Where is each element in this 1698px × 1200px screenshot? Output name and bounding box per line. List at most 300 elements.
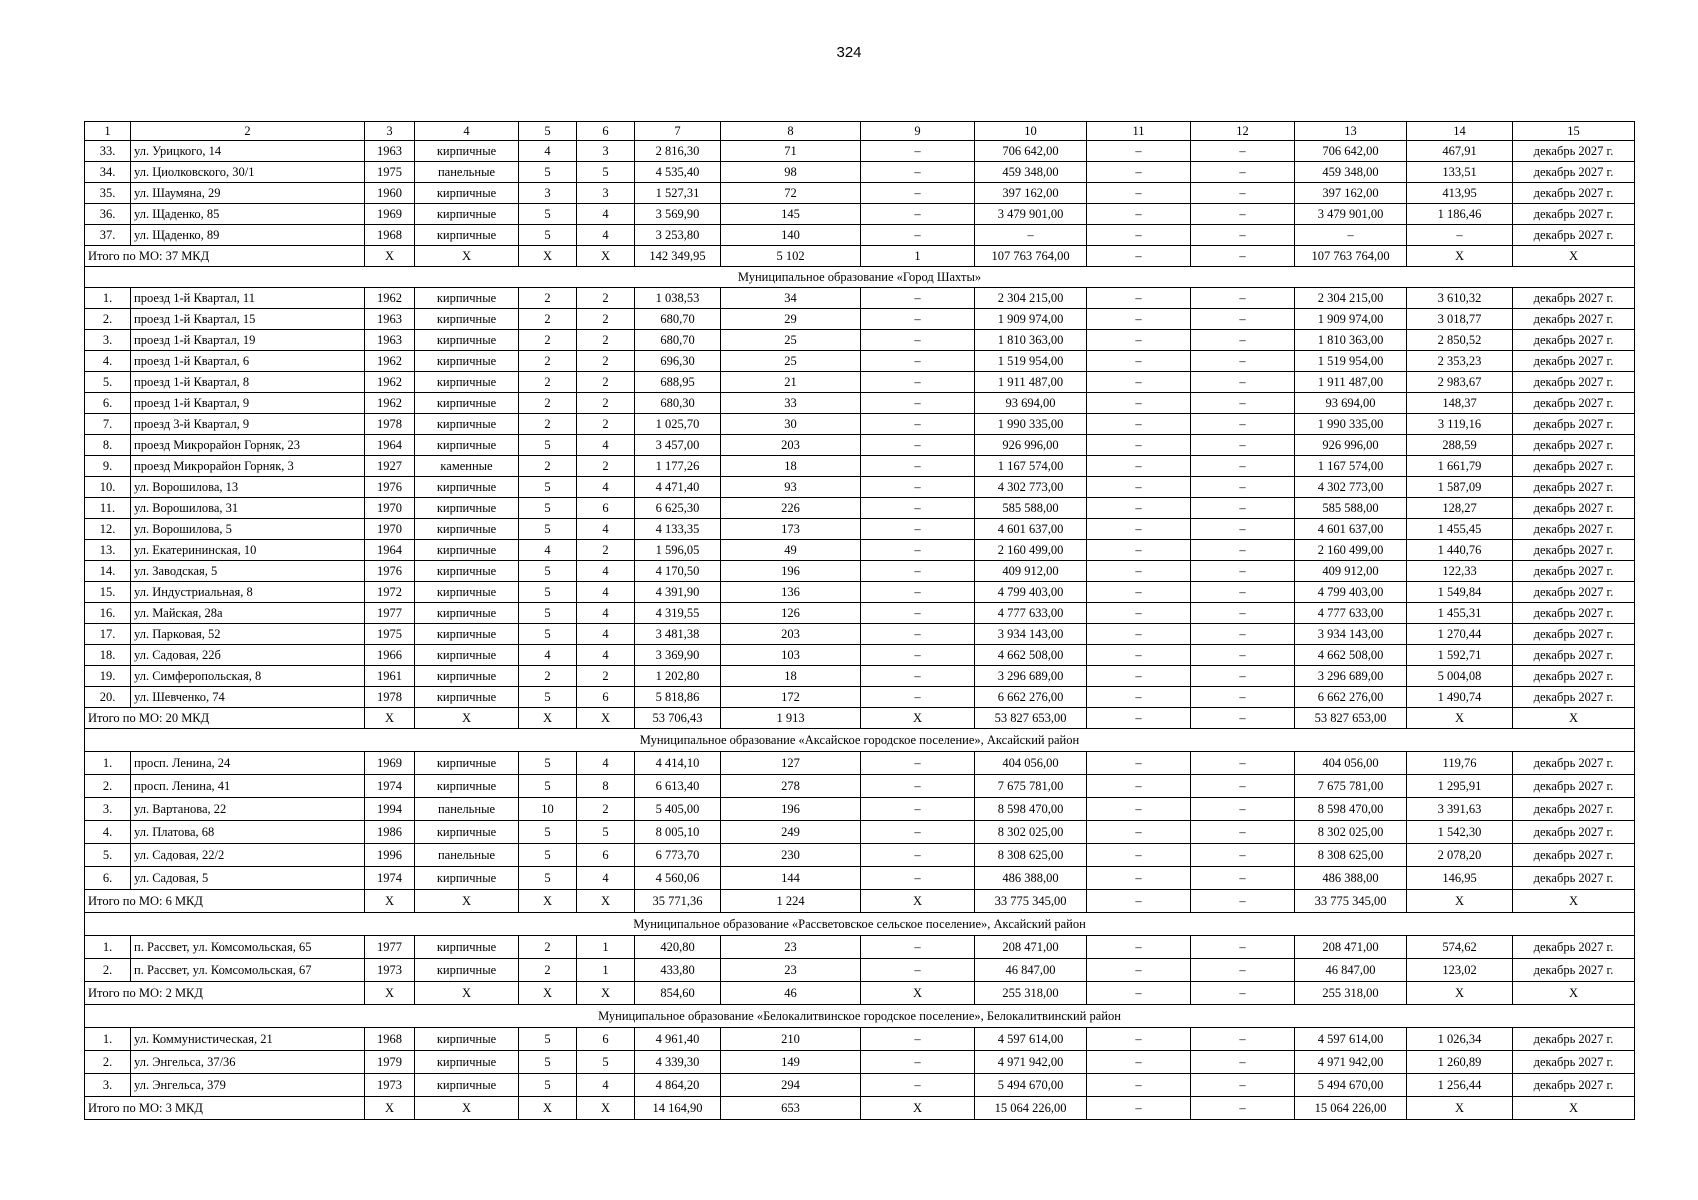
table-cell: 3 296 689,00 xyxy=(975,666,1087,687)
section-row xyxy=(85,267,1635,288)
table-row xyxy=(85,936,1635,959)
table-cell: 2 xyxy=(519,456,577,477)
table-cell: 4 971 942,00 xyxy=(975,1051,1087,1074)
table-cell: 680,30 xyxy=(635,393,721,414)
table-cell: проезд 1-й Квартал, 8 xyxy=(131,372,365,393)
table-cell: 1963 xyxy=(365,309,415,330)
total-cell: Х xyxy=(1513,708,1635,729)
table-cell: 3 610,32 xyxy=(1407,288,1513,309)
column-number-cell: 7 xyxy=(635,122,721,141)
table-cell: 2 xyxy=(577,288,635,309)
table-cell: 3 457,00 xyxy=(635,435,721,456)
table-cell: 1 592,71 xyxy=(1407,645,1513,666)
total-cell: Х xyxy=(577,246,635,267)
table-cell: декабрь 2027 г. xyxy=(1513,867,1635,890)
table-cell: 404 056,00 xyxy=(975,752,1087,775)
table-row xyxy=(85,456,1635,477)
table-cell: 4. xyxy=(85,821,131,844)
total-cell: 1 224 xyxy=(721,890,861,913)
table-cell: панельные xyxy=(415,844,519,867)
table-cell: – xyxy=(1087,477,1191,498)
table-cell: 1927 xyxy=(365,456,415,477)
table-row xyxy=(85,204,1635,225)
table-cell: 5 494 670,00 xyxy=(975,1074,1087,1097)
table-cell: ул. Ворошилова, 5 xyxy=(131,519,365,540)
table-cell: 4 170,50 xyxy=(635,561,721,582)
table-cell: 8 005,10 xyxy=(635,821,721,844)
total-cell: Х xyxy=(577,1097,635,1120)
table-cell: 4 601 637,00 xyxy=(1295,519,1407,540)
table-cell: 34 xyxy=(721,288,861,309)
table-cell: декабрь 2027 г. xyxy=(1513,435,1635,456)
column-number-cell: 10 xyxy=(975,122,1087,141)
section-title: Муниципальное образование «Белокалитвинское городское поселение», Белокалитвинский район xyxy=(85,1005,1635,1028)
table-cell: – xyxy=(1087,582,1191,603)
table-cell: 3 018,77 xyxy=(1407,309,1513,330)
table-cell: 4 xyxy=(577,645,635,666)
table-cell: 34. xyxy=(85,162,131,183)
table-cell: – xyxy=(1087,372,1191,393)
table-cell: – xyxy=(1087,519,1191,540)
table-cell: просп. Ленина, 24 xyxy=(131,752,365,775)
table-cell: кирпичные xyxy=(415,603,519,624)
table-cell: 2. xyxy=(85,959,131,982)
table-cell: 1970 xyxy=(365,519,415,540)
table-cell: 1978 xyxy=(365,687,415,708)
table-cell: 1977 xyxy=(365,603,415,624)
table-cell: – xyxy=(1087,204,1191,225)
table-cell: 5 xyxy=(519,867,577,890)
table-cell: – xyxy=(861,183,975,204)
table-cell: – xyxy=(1191,582,1295,603)
table-cell: – xyxy=(861,1028,975,1051)
table-cell: 140 xyxy=(721,225,861,246)
table-cell: 4 xyxy=(577,603,635,624)
table-cell: кирпичные xyxy=(415,1028,519,1051)
total-cell: Х xyxy=(415,708,519,729)
table-cell: 146,95 xyxy=(1407,867,1513,890)
table-row xyxy=(85,603,1635,624)
table-cell: – xyxy=(1191,666,1295,687)
table-cell: – xyxy=(1191,414,1295,435)
table-cell: – xyxy=(1087,183,1191,204)
table-cell: 144 xyxy=(721,867,861,890)
table-cell: 46 847,00 xyxy=(1295,959,1407,982)
table-cell: 4 799 403,00 xyxy=(975,582,1087,603)
table-cell: – xyxy=(1191,183,1295,204)
table-cell: кирпичные xyxy=(415,204,519,225)
total-row xyxy=(85,246,1635,267)
table-cell: ул. Щаденко, 89 xyxy=(131,225,365,246)
table-cell: 2 304 215,00 xyxy=(975,288,1087,309)
table-cell: кирпичные xyxy=(415,288,519,309)
table-cell: – xyxy=(1087,645,1191,666)
table-cell: – xyxy=(1191,959,1295,982)
table-cell: 71 xyxy=(721,141,861,162)
table-cell: 1 186,46 xyxy=(1407,204,1513,225)
table-cell: ул. Садовая, 22/2 xyxy=(131,844,365,867)
table-cell: – xyxy=(1087,603,1191,624)
table-cell: 1 295,91 xyxy=(1407,775,1513,798)
table-cell: 3 xyxy=(577,141,635,162)
table-cell: 1. xyxy=(85,936,131,959)
table-cell: 2 983,67 xyxy=(1407,372,1513,393)
table-cell: 10. xyxy=(85,477,131,498)
column-number-cell: 3 xyxy=(365,122,415,141)
table-row xyxy=(85,582,1635,603)
table-cell: ул. Парковая, 52 xyxy=(131,624,365,645)
table-cell: 433,80 xyxy=(635,959,721,982)
table-cell: 8 598 470,00 xyxy=(1295,798,1407,821)
table-cell: – xyxy=(1087,1074,1191,1097)
table-cell: ул. Циолковского, 30/1 xyxy=(131,162,365,183)
table-cell: 404 056,00 xyxy=(1295,752,1407,775)
table-cell: декабрь 2027 г. xyxy=(1513,687,1635,708)
table-cell: декабрь 2027 г. xyxy=(1513,288,1635,309)
table-cell: 2 xyxy=(519,372,577,393)
table-cell: – xyxy=(1191,162,1295,183)
column-number-cell: 14 xyxy=(1407,122,1513,141)
table-cell: 1960 xyxy=(365,183,415,204)
table-cell: 4 xyxy=(577,477,635,498)
table-cell: 5 xyxy=(519,1028,577,1051)
table-cell: 5 xyxy=(519,435,577,456)
total-cell: 33 775 345,00 xyxy=(975,890,1087,913)
total-cell: 255 318,00 xyxy=(975,982,1087,1005)
table-cell: 5 xyxy=(519,821,577,844)
table-cell: 4 662 508,00 xyxy=(1295,645,1407,666)
table-cell: 14. xyxy=(85,561,131,582)
table-cell: – xyxy=(1087,1028,1191,1051)
table-cell: 4 xyxy=(577,582,635,603)
total-cell: – xyxy=(1191,982,1295,1005)
total-row xyxy=(85,982,1635,1005)
table-cell: 13. xyxy=(85,540,131,561)
table-cell: кирпичные xyxy=(415,867,519,890)
table-row xyxy=(85,775,1635,798)
total-cell: 142 349,95 xyxy=(635,246,721,267)
table-cell: 3 xyxy=(577,183,635,204)
table-cell: 5 405,00 xyxy=(635,798,721,821)
table-cell: 5 004,08 xyxy=(1407,666,1513,687)
table-cell: 1972 xyxy=(365,582,415,603)
column-number-row xyxy=(85,122,1635,141)
table-cell: 5 xyxy=(519,844,577,867)
table-cell: кирпичные xyxy=(415,519,519,540)
table-cell: ул. Садовая, 5 xyxy=(131,867,365,890)
table-cell: 10 xyxy=(519,798,577,821)
table-cell: 5 xyxy=(519,162,577,183)
table-cell: – xyxy=(861,351,975,372)
table-cell: 19. xyxy=(85,666,131,687)
table-cell: 2 xyxy=(577,372,635,393)
table-cell: – xyxy=(1087,936,1191,959)
total-cell: Х xyxy=(1513,246,1635,267)
table-row xyxy=(85,330,1635,351)
total-cell: Х xyxy=(861,890,975,913)
table-cell: 2 xyxy=(577,351,635,372)
table-cell: – xyxy=(1191,1051,1295,1074)
table-row xyxy=(85,752,1635,775)
table-cell: – xyxy=(861,821,975,844)
total-cell: – xyxy=(1191,1097,1295,1120)
table-cell: 2 304 215,00 xyxy=(1295,288,1407,309)
table-cell: ул. Вартанова, 22 xyxy=(131,798,365,821)
table-cell: – xyxy=(1087,775,1191,798)
table-cell: – xyxy=(1087,393,1191,414)
table-cell: 1 519 954,00 xyxy=(975,351,1087,372)
table-cell: – xyxy=(1191,330,1295,351)
table-cell: 1986 xyxy=(365,821,415,844)
table-cell: 5 xyxy=(519,519,577,540)
table-row xyxy=(85,645,1635,666)
table-cell: кирпичные xyxy=(415,183,519,204)
table-cell: 2 850,52 xyxy=(1407,330,1513,351)
table-row xyxy=(85,1028,1635,1051)
table-cell: кирпичные xyxy=(415,141,519,162)
table-cell: 2 078,20 xyxy=(1407,844,1513,867)
table-cell: ул. Садовая, 22б xyxy=(131,645,365,666)
table-cell: кирпичные xyxy=(415,309,519,330)
table-cell: – xyxy=(1087,288,1191,309)
table-cell: – xyxy=(1191,225,1295,246)
table-cell: 585 588,00 xyxy=(975,498,1087,519)
section-row xyxy=(85,913,1635,936)
table-cell: кирпичные xyxy=(415,752,519,775)
table-cell: декабрь 2027 г. xyxy=(1513,519,1635,540)
column-number-cell: 9 xyxy=(861,122,975,141)
table-cell: проезд 1-й Квартал, 6 xyxy=(131,351,365,372)
table-row xyxy=(85,477,1635,498)
table-cell: ул. Екатерининская, 10 xyxy=(131,540,365,561)
housing-table xyxy=(84,121,1635,1120)
table-cell: – xyxy=(1087,309,1191,330)
table-cell: 230 xyxy=(721,844,861,867)
total-label: Итого по МО: 2 МКД xyxy=(85,982,365,1005)
total-cell: 653 xyxy=(721,1097,861,1120)
table-cell: 1. xyxy=(85,1028,131,1051)
table-cell: кирпичные xyxy=(415,624,519,645)
table-cell: 5 xyxy=(519,498,577,519)
total-cell: – xyxy=(1087,708,1191,729)
section-title: Муниципальное образование «Город Шахты» xyxy=(85,267,1635,288)
total-cell: Х xyxy=(577,982,635,1005)
total-label: Итого по МО: 3 МКД xyxy=(85,1097,365,1120)
table-cell: 249 xyxy=(721,821,861,844)
table-cell: кирпичные xyxy=(415,435,519,456)
table-cell: декабрь 2027 г. xyxy=(1513,561,1635,582)
table-cell: 4 xyxy=(519,645,577,666)
table-cell: 2 xyxy=(519,959,577,982)
table-cell: 1973 xyxy=(365,1074,415,1097)
table-cell: кирпичные xyxy=(415,582,519,603)
table-cell: – xyxy=(1191,393,1295,414)
table-cell: 23 xyxy=(721,936,861,959)
table-cell: 486 388,00 xyxy=(975,867,1087,890)
table-cell: 3. xyxy=(85,330,131,351)
table-cell: кирпичные xyxy=(415,936,519,959)
table-row xyxy=(85,1074,1635,1097)
total-cell: Х xyxy=(1407,1097,1513,1120)
table-cell: – xyxy=(1191,456,1295,477)
total-cell: Х xyxy=(519,246,577,267)
table-cell: 1 549,84 xyxy=(1407,582,1513,603)
table-cell: декабрь 2027 г. xyxy=(1513,540,1635,561)
total-row xyxy=(85,890,1635,913)
table-cell: ул. Индустриальная, 8 xyxy=(131,582,365,603)
total-cell: – xyxy=(1191,708,1295,729)
table-cell: – xyxy=(861,775,975,798)
table-cell: – xyxy=(1191,372,1295,393)
table-cell: панельные xyxy=(415,162,519,183)
table-cell: – xyxy=(861,798,975,821)
table-cell: 696,30 xyxy=(635,351,721,372)
table-cell: декабрь 2027 г. xyxy=(1513,1074,1635,1097)
table-cell: 128,27 xyxy=(1407,498,1513,519)
table-cell: проезд 1-й Квартал, 15 xyxy=(131,309,365,330)
table-cell: – xyxy=(861,309,975,330)
table-cell: 8 598 470,00 xyxy=(975,798,1087,821)
table-cell: 1962 xyxy=(365,351,415,372)
table-cell: 30 xyxy=(721,414,861,435)
table-cell: 2. xyxy=(85,309,131,330)
table-cell: 3 569,90 xyxy=(635,204,721,225)
table-cell: 2 xyxy=(577,330,635,351)
table-cell: ул. Ворошилова, 31 xyxy=(131,498,365,519)
table-cell: – xyxy=(1087,666,1191,687)
table-cell: 149 xyxy=(721,1051,861,1074)
table-cell: 2. xyxy=(85,775,131,798)
table-cell: 93 694,00 xyxy=(975,393,1087,414)
total-cell: 53 827 653,00 xyxy=(1295,708,1407,729)
table-cell: – xyxy=(1087,225,1191,246)
table-cell: 1 909 974,00 xyxy=(1295,309,1407,330)
section-title: Муниципальное образование «Рассветовское сельское поселение», Аксайский район xyxy=(85,913,1635,936)
table-cell: декабрь 2027 г. xyxy=(1513,498,1635,519)
table-cell: 1962 xyxy=(365,372,415,393)
table-cell: панельные xyxy=(415,798,519,821)
table-cell: – xyxy=(1191,540,1295,561)
table-cell: 23 xyxy=(721,959,861,982)
table-cell: – xyxy=(1087,867,1191,890)
total-cell: 53 706,43 xyxy=(635,708,721,729)
table-cell: 196 xyxy=(721,798,861,821)
table-row xyxy=(85,666,1635,687)
table-cell: 1 990 335,00 xyxy=(1295,414,1407,435)
table-cell: 1973 xyxy=(365,959,415,982)
table-cell: 4 xyxy=(577,204,635,225)
table-cell: 3. xyxy=(85,1074,131,1097)
table-cell: – xyxy=(1191,1028,1295,1051)
total-cell: Х xyxy=(1513,982,1635,1005)
table-row xyxy=(85,1051,1635,1074)
table-cell: 1968 xyxy=(365,225,415,246)
table-cell: 6 625,30 xyxy=(635,498,721,519)
total-cell: Х xyxy=(577,708,635,729)
table-cell: кирпичные xyxy=(415,666,519,687)
table-cell: – xyxy=(861,225,975,246)
table-cell: декабрь 2027 г. xyxy=(1513,372,1635,393)
table-cell: – xyxy=(1087,561,1191,582)
table-cell: – xyxy=(861,435,975,456)
table-cell: 486 388,00 xyxy=(1295,867,1407,890)
table-cell: 1 xyxy=(577,936,635,959)
table-cell: декабрь 2027 г. xyxy=(1513,624,1635,645)
table-cell: 574,62 xyxy=(1407,936,1513,959)
table-row xyxy=(85,288,1635,309)
table-cell: 4 535,40 xyxy=(635,162,721,183)
column-number-cell: 8 xyxy=(721,122,861,141)
table-cell: 5 xyxy=(519,477,577,498)
table-cell: 93 694,00 xyxy=(1295,393,1407,414)
table-cell: – xyxy=(861,519,975,540)
table-cell: – xyxy=(1191,752,1295,775)
table-cell: 1 440,76 xyxy=(1407,540,1513,561)
table-cell: 7. xyxy=(85,414,131,435)
table-cell: – xyxy=(1191,498,1295,519)
table-cell: – xyxy=(1087,162,1191,183)
table-cell: 3 119,16 xyxy=(1407,414,1513,435)
table-cell: 3 391,63 xyxy=(1407,798,1513,821)
table-cell: – xyxy=(861,582,975,603)
table-cell: – xyxy=(1191,844,1295,867)
table-cell: 4 799 403,00 xyxy=(1295,582,1407,603)
table-cell: декабрь 2027 г. xyxy=(1513,1051,1635,1074)
table-cell: 4 597 614,00 xyxy=(975,1028,1087,1051)
total-cell: – xyxy=(1087,1097,1191,1120)
table-row xyxy=(85,519,1635,540)
total-cell: Х xyxy=(1407,982,1513,1005)
table-cell: 8. xyxy=(85,435,131,456)
table-cell: 2. xyxy=(85,1051,131,1074)
table-cell: – xyxy=(1407,225,1513,246)
table-cell: 688,95 xyxy=(635,372,721,393)
table-cell: 397 162,00 xyxy=(975,183,1087,204)
table-cell: 1. xyxy=(85,288,131,309)
table-cell: – xyxy=(1191,309,1295,330)
total-cell: 5 102 xyxy=(721,246,861,267)
table-cell: декабрь 2027 г. xyxy=(1513,603,1635,624)
table-body xyxy=(85,122,1635,1120)
table-cell: ул. Ворошилова, 13 xyxy=(131,477,365,498)
table-cell: 6. xyxy=(85,867,131,890)
table-cell: 6 xyxy=(577,844,635,867)
total-cell: Х xyxy=(415,1097,519,1120)
table-cell: 1 xyxy=(577,959,635,982)
table-cell: проезд 1-й Квартал, 19 xyxy=(131,330,365,351)
table-cell: 11. xyxy=(85,498,131,519)
table-cell: 2 xyxy=(519,330,577,351)
total-cell: 35 771,36 xyxy=(635,890,721,913)
table-cell: 1961 xyxy=(365,666,415,687)
table-cell: 35. xyxy=(85,183,131,204)
table-cell: 4 xyxy=(519,540,577,561)
table-cell: 459 348,00 xyxy=(975,162,1087,183)
table-cell: – xyxy=(1191,351,1295,372)
table-cell: – xyxy=(861,603,975,624)
table-cell: 1 256,44 xyxy=(1407,1074,1513,1097)
table-cell: 1 260,89 xyxy=(1407,1051,1513,1074)
table-row xyxy=(85,162,1635,183)
table-cell: 2 xyxy=(577,540,635,561)
table-cell: ул. Майская, 28а xyxy=(131,603,365,624)
table-cell: 46 847,00 xyxy=(975,959,1087,982)
table-cell: – xyxy=(1087,959,1191,982)
table-cell: – xyxy=(861,477,975,498)
table-cell: проезд 3-й Квартал, 9 xyxy=(131,414,365,435)
table-cell: – xyxy=(861,540,975,561)
table-cell: 2 xyxy=(519,351,577,372)
